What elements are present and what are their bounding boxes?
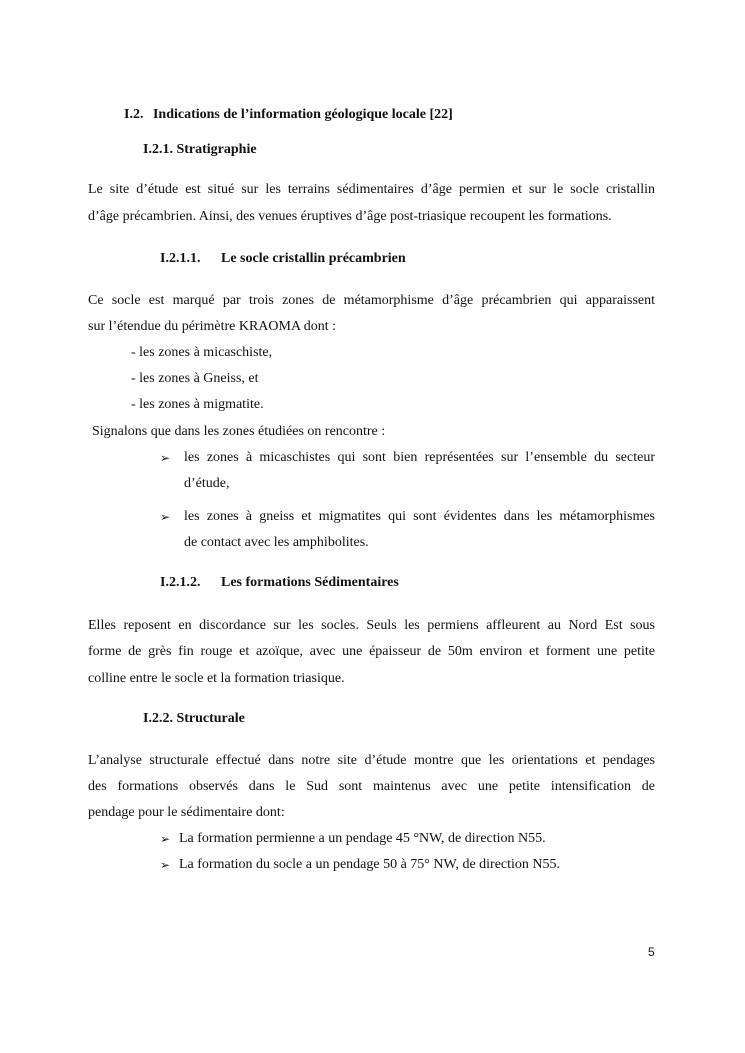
para-sed-line-1: Elles reposent en discordance sur les socles. Seuls les permiens affleurent au Nord Est sous <box>88 618 655 633</box>
dash-list-item: - les zones à micaschiste, <box>131 345 273 360</box>
para-strat-line-2: d’âge précambrien. Ainsi, des venues éruptives d’âge post-triasique recoupent les formations. <box>88 209 612 224</box>
arrow-bullet-icon: ➢ <box>160 510 171 524</box>
para-struct-line-2: des formations observés dans le Sud sont maintenus avec une petite intensification de <box>88 779 655 794</box>
arrow-list-2-item: La formation du socle a un pendage 50 à 75° NW, de direction N55. <box>179 857 561 872</box>
section-i212-title: Les formations Sédimentaires <box>221 575 399 590</box>
arrow-list-item-2-line-2: de contact avec les amphibolites. <box>184 535 369 550</box>
para-struct-line-3: pendage pour le sédimentaire dont: <box>88 805 285 820</box>
section-i2-number: I.2. <box>124 107 144 122</box>
signalons-line: Signalons que dans les zones étudiées on rencontre : <box>92 424 386 439</box>
section-i2-title: Indications de l’information géologique locale [22] <box>152 107 453 122</box>
para-strat-line-1: Le site d’étude est situé sur les terrains sédimentaires d’âge permien et sur le socle cristallin <box>88 182 655 197</box>
section-i22-heading: I.2.2. Structurale <box>143 711 245 726</box>
arrow-list-2-item: La formation permienne a un pendage 45 °NW, de direction N55. <box>179 831 546 846</box>
arrow-list-item-2-line-1: les zones à gneiss et migmatites qui sont évidentes dans les métamorphismes <box>184 509 655 524</box>
section-i211-number: I.2.1.1. <box>160 251 201 266</box>
section-i2-heading <box>124 107 453 123</box>
section-i212-number: I.2.1.2. <box>160 575 201 590</box>
arrow-bullet-icon: ➢ <box>160 451 171 465</box>
section-i21-heading: I.2.1. Stratigraphie <box>143 142 257 157</box>
page-number: 5 <box>648 945 655 959</box>
para-sed-line-3: colline entre le socle et la formation triasique. <box>88 671 345 686</box>
para-socle-line-2: sur l’étendue du périmètre KRAOMA dont : <box>88 319 337 334</box>
arrow-bullet-icon: ➢ <box>160 858 171 872</box>
para-struct-line-1: L’analyse structurale effectué dans notre site d’étude montre que les orientations et pendages <box>88 753 655 768</box>
arrow-list-item-1-line-2: d’étude, <box>184 476 230 491</box>
arrow-list-item-1-line-1: les zones à micaschistes qui sont bien représentées sur l’ensemble du secteur <box>184 450 655 465</box>
dash-list-item: - les zones à Gneiss, et <box>131 371 259 386</box>
section-i211-title: Le socle cristallin précambrien <box>221 251 406 266</box>
para-socle-line-1: Ce socle est marqué par trois zones de métamorphisme d’âge précambrien qui apparaissent <box>88 293 655 308</box>
dash-list-item: - les zones à migmatite. <box>131 397 264 412</box>
para-sed-line-2: forme de grès fin rouge et azoïque, avec une épaisseur de 50m environ et forment une petite <box>88 644 655 659</box>
arrow-bullet-icon: ➢ <box>160 832 171 846</box>
